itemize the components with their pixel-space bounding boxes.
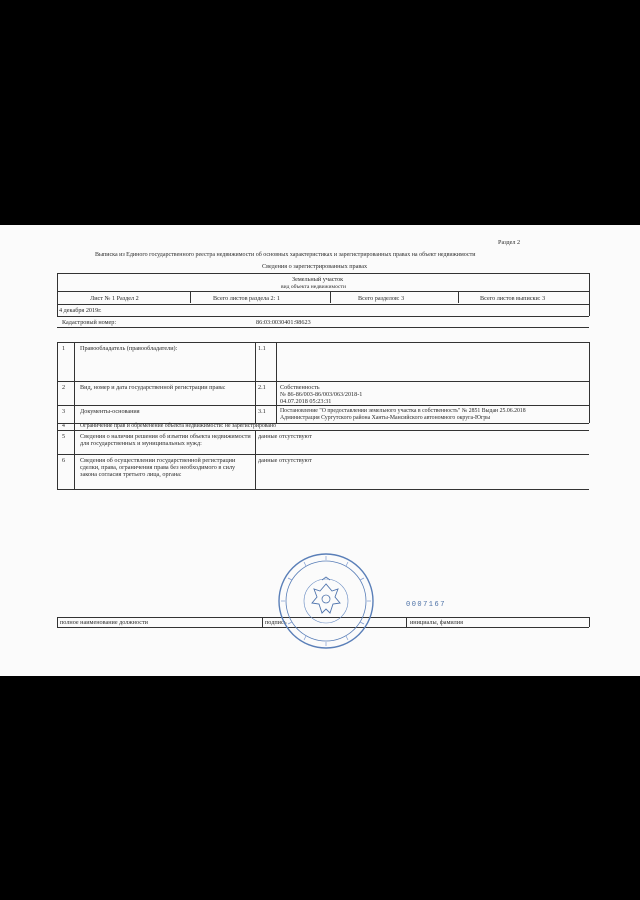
- row-3-value-1: Постановление "О предоставлении земельного участка в собственность" № 2851 Выдан 25.06.2018: [280, 408, 526, 414]
- row-4-num: 4: [62, 423, 65, 429]
- document-sheet: [0, 225, 640, 676]
- row-3-value-2: Администрация Сургутского района Ханты-Мансийского автономного округа-Югры: [280, 415, 491, 421]
- row-1-sub: 1.1: [258, 345, 266, 352]
- row-2-value-3: 04.07.2018 05:23:31: [280, 398, 332, 405]
- row-3-sub: 3.1: [258, 408, 266, 415]
- document-title: Выписка из Единого государственного реестра недвижимости об основных характеристиках и зарегистрированных правах на объект недвижимости: [95, 252, 476, 258]
- row-5-label: Сведения о наличии решения об изъятии объекта недвижимости для государственных и муниципальных нужд:: [80, 433, 251, 447]
- cadastral-label: Кадастровый номер:: [62, 319, 117, 326]
- row-1-label: Правообладатель (правообладатели):: [80, 345, 178, 352]
- cadastral-value: 86:03:0030401:98623: [256, 319, 311, 326]
- total-sheets: Всего листов выписки: 3: [480, 295, 546, 302]
- sign-label: подпись: [265, 619, 287, 626]
- row-2-sub: 2.1: [258, 384, 266, 391]
- total-sections: Всего разделов: 3: [358, 295, 405, 302]
- row-2-value-1: Собственность: [280, 384, 320, 391]
- row-3-label: Документы-основания: [80, 408, 140, 415]
- section-label: Раздел 2: [498, 239, 521, 246]
- document-subtitle: Сведения о зарегистрированных правах: [262, 263, 368, 270]
- row-1-num: 1: [62, 345, 66, 352]
- row-2-num: 2: [62, 384, 66, 391]
- row-6-label: Сведения об осуществлении государственной регистрации сделки, права, ограничения права без необходимого в силу закона согласия третьего лица, органа:: [80, 457, 236, 478]
- position-label: полное наименование должности: [60, 619, 148, 626]
- official-stamp: [276, 551, 376, 651]
- row-2-value-2: № 86-86/003-86/003/063/2018-1: [280, 391, 363, 398]
- row-6-num: 6: [62, 457, 66, 464]
- row-5-num: 5: [62, 433, 66, 440]
- document-date: 4 декабря 2019г.: [59, 307, 102, 314]
- total-sheets-section: Всего листов раздела 2: 1: [213, 295, 280, 302]
- initials-label: инициалы, фамилия: [410, 619, 463, 626]
- object-kind: вид объекта недвижимости: [281, 284, 346, 290]
- row-3-num: 3: [62, 408, 66, 415]
- row-5-value: данные отсутствуют: [258, 433, 312, 440]
- document-number: 0007167: [406, 601, 446, 609]
- row-4-label: Ограничение прав и обременение объекта недвижимости: не зарегистрировано: [80, 423, 276, 429]
- object-type: Земельный участок: [292, 276, 344, 283]
- row-2-label: Вид, номер и дата государственной регистрации права:: [80, 384, 226, 391]
- sheet-info: Лист № 1 Раздел 2: [90, 295, 139, 302]
- row-6-value: данные отсутствуют: [258, 457, 312, 464]
